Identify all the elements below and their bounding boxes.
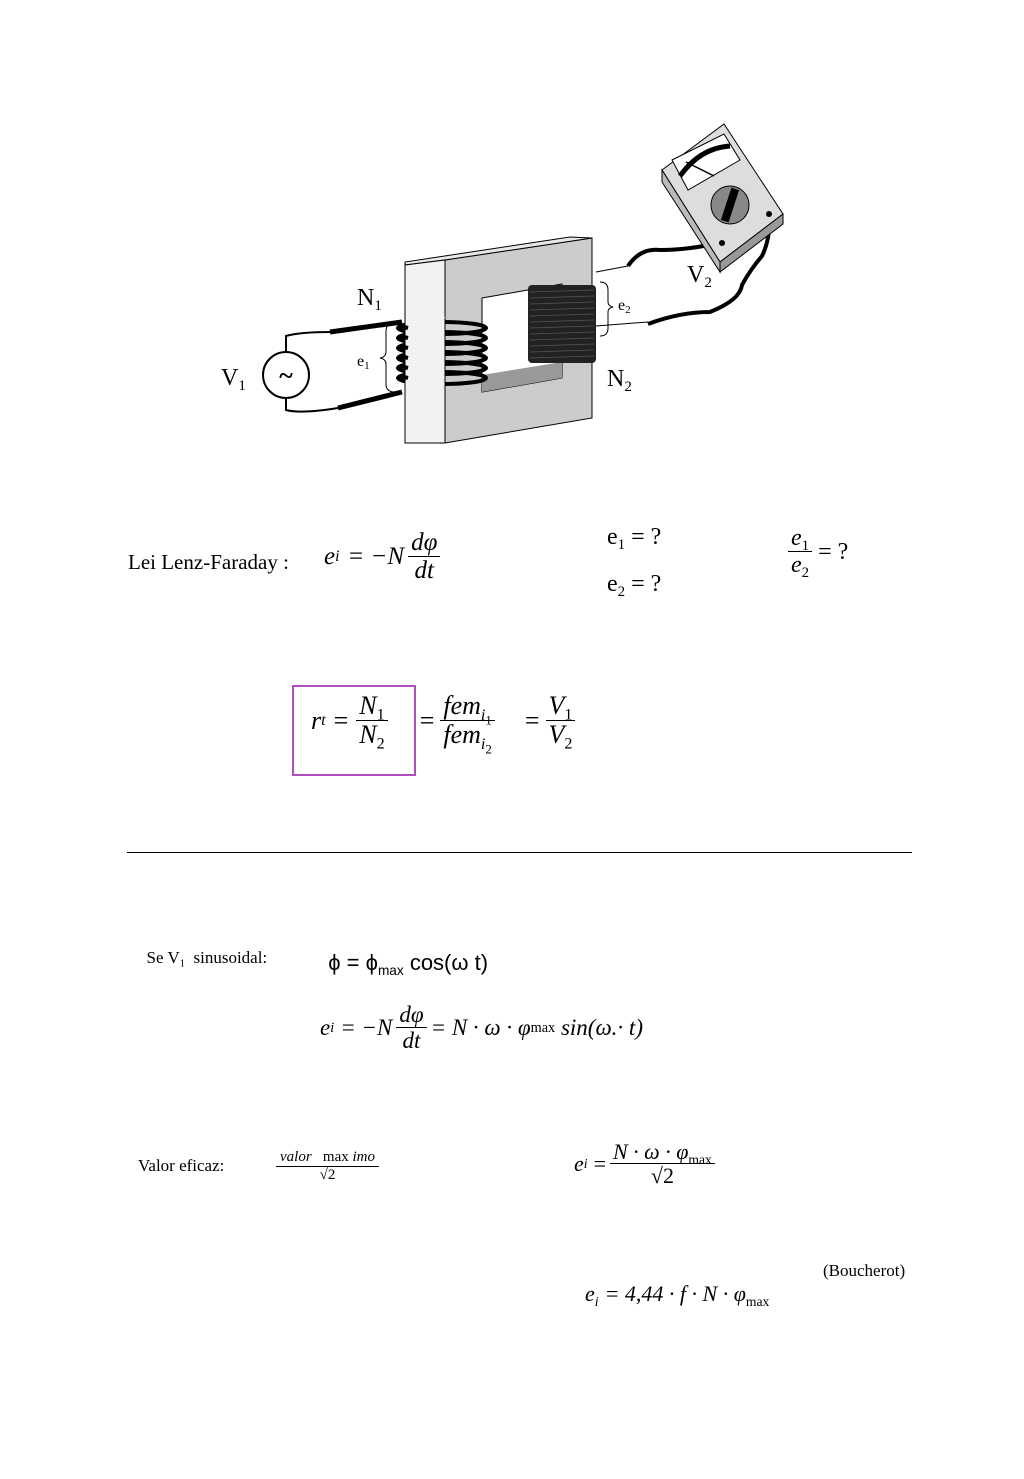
faraday-lhs: e [324,543,336,571]
question-ratio [788,525,849,582]
question-ratio-rest: = ? [818,538,849,565]
ratio-eq3: = [524,705,540,735]
faraday-equation: e i = −N $\frac{d\varphi}{dt}$ [324,530,440,585]
boucherot-label: (Boucherot) [823,1261,906,1280]
question-e2: $e_2$ = ? [607,571,662,601]
emf-fraction: $\frac{d\varphi}{dt}$ [396,1003,426,1053]
faraday-num: dφ [408,530,440,557]
faraday-fraction [408,530,440,585]
secondary-coil [528,285,596,363]
transformer-diagram [0,0,1024,470]
svg-text:e1: e1 [357,353,370,372]
rms-fraction: $\frac{\text{valor max imo}}{√2}$ [276,1150,379,1183]
rms-emf-equation: e i = $\frac{N \cdot \omega \cdot \varphi_{max}}{√2}$ [574,1140,715,1188]
ratio-eq1: = [333,705,349,735]
svg-text:~: ~ [279,361,293,390]
question-e1: $e_1$ = ? [607,524,662,554]
emf-equation: e i = −N $\frac{d\varphi}{dt}$ = N · ω · φ max sin(ω.· t) [320,1002,643,1054]
question-ratio-fraction: $\frac{e_1}{e_2}$ [788,526,812,579]
svg-text:e2: e2 [618,297,631,316]
ratio-n-fraction: $\frac{N_1}{N_2}$ [356,692,387,749]
svg-text:V1: $V_1$ [221,365,246,394]
ratio-v-fraction: $\frac{V_1}{V_2}$ [546,692,576,749]
ratio-equation: r t = $\frac{N_1}{N_2}$ = $\frac{fem_{i_1}}{fem_{i_2}}$ = $\frac{V_1}{V_2}$ [311,692,575,750]
sinus-label: Se $V_1$ sinusoidal: [146,948,268,970]
ratio-eq2: = [419,705,435,735]
svg-text:N2: $N_2$ [607,366,632,395]
boucherot-equation: $e_i = 4,44 \cdot f \cdot N \cdot \varphi_{max}$ [585,1281,770,1309]
svg-text:V2: $V_2$ [687,262,712,291]
svg-text:N1: $N_1$ [357,285,382,314]
faraday-eq: = −N [347,543,405,571]
faraday-label: Lei Lenz-Faraday : [128,550,289,574]
faraday-den: dt [414,557,434,585]
rms-label: Valor eficaz: [138,1156,225,1175]
flux-equation: $\phi = \phi_{max}$ cos(ω t) [328,950,489,978]
ratio-fem-fraction: $\frac{fem_{i_1}}{fem_{i_2}}$ [440,692,494,750]
ratio-rt: r [311,705,322,735]
section-divider [127,852,912,853]
